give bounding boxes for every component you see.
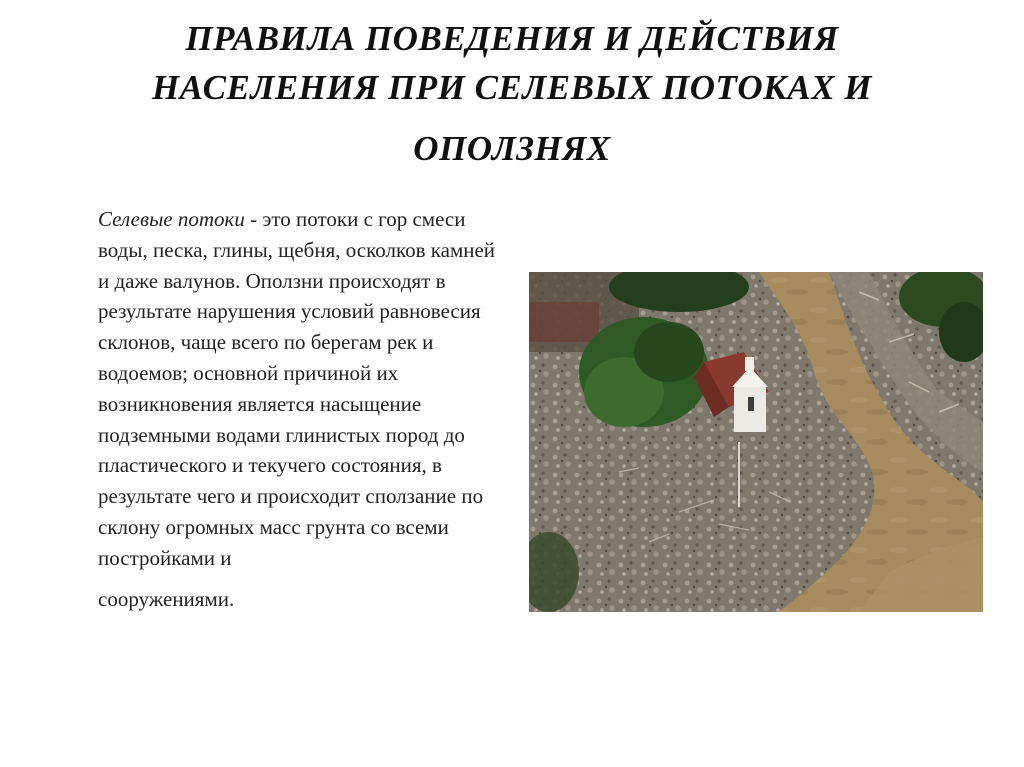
title-line-3: ОПОЛЗНЯХ [413,129,611,168]
slide-title [60,14,964,173]
title-line-2: НАСЕЛЕНИЯ ПРИ СЕЛЕВЫХ ПОТОКАХ И [151,68,873,107]
title-line-1: ПРАВИЛА ПОВЕДЕНИЯ И ДЕЙСТВИЯ [185,19,839,58]
body-paragraph [98,204,498,614]
mudflow-photo [529,272,983,612]
body-last-line: сооружениями. [98,586,235,611]
body-text: - это потоки с гор смеси воды, песка, глины, щебня, осколков камней и даже валунов. Оползни происходят в результате нарушения условий равновесия склонов, чаще всего по берегам рек и водоемов; основной причиной их возникновения является насыщение подземными водами глинистых пород до пластического и текучего состояния, в результате чего и происходит сползание по склону огромных масс грунта со всеми постройками и [98,207,496,570]
body-term: Селевые потоки [98,207,245,231]
